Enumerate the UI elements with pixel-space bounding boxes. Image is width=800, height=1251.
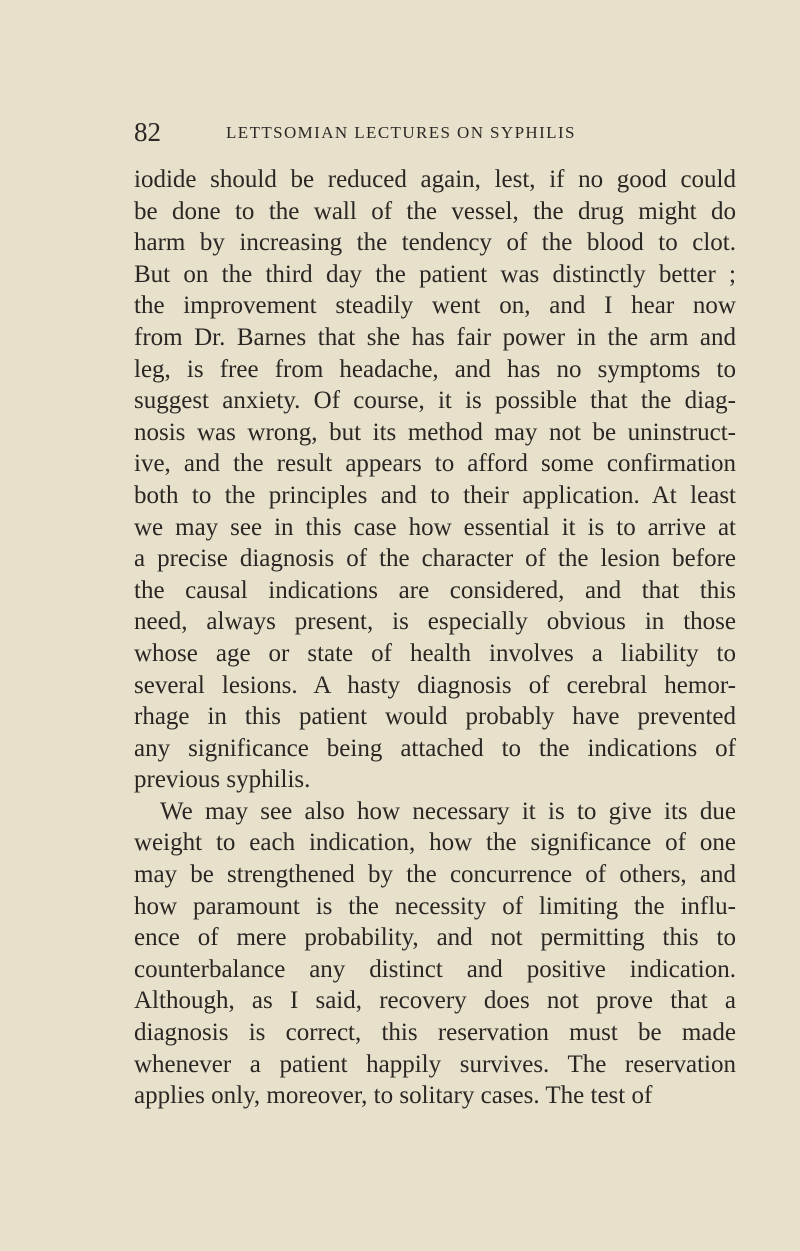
text-line: nosis was wrong, but its method may not be uninstruct- xyxy=(134,418,736,446)
text-line: how paramount is the necessity of limiting the influ- xyxy=(134,892,736,920)
page-number: 82 xyxy=(134,117,161,147)
text-line: from Dr. Barnes that she has fair power in the arm and xyxy=(134,323,736,351)
text-line: may be strengthened by the concurrence of others, and xyxy=(134,861,736,889)
text-line: be done to the wall of the vessel, the drug might do xyxy=(134,197,736,225)
text-line: ive, and the result appears to afford some confirmation xyxy=(134,450,736,478)
text-line: a precise diagnosis of the character of the lesion before xyxy=(134,545,736,573)
body-text xyxy=(134,164,736,1112)
text-line: rhage in this patient would probably have prevented xyxy=(134,703,736,731)
text-line: diagnosis is correct, this reservation must be made xyxy=(134,1019,736,1047)
text-line: need, always present, is especially obvious in those xyxy=(134,608,736,636)
text-line: harm by increasing the tendency of the blood to clot. xyxy=(134,229,736,257)
text-line: both to the principles and to their application. At least xyxy=(134,481,736,509)
text-line: But on the third day the patient was distinctly better ; xyxy=(134,260,736,288)
text-line: We may see also how necessary it is to give its due xyxy=(160,797,736,825)
text-line: the causal indications are considered, and that this xyxy=(134,576,736,604)
text-line: leg, is free from headache, and has no symptoms to xyxy=(134,355,736,383)
text-line: previous syphilis. xyxy=(134,766,311,794)
running-head xyxy=(134,118,734,148)
text-line: weight to each indication, how the significance of one xyxy=(134,829,736,857)
text-line: iodide should be reduced again, lest, if no good could xyxy=(134,166,736,193)
text-line: any significance being attached to the indications of xyxy=(134,734,736,762)
text-line: applies only, moreover, to solitary cases. The test of xyxy=(134,1082,653,1110)
text-line: suggest anxiety. Of course, it is possible that the diag- xyxy=(134,387,736,415)
text-line: we may see in this case how essential it is to arrive at xyxy=(134,513,736,541)
text-line: the improvement steadily went on, and I hear now xyxy=(134,292,736,320)
running-title: LETTSOMIAN LECTURES ON SYPHILIS xyxy=(226,123,576,142)
text-line: whenever a patient happily survives. The reservation xyxy=(134,1050,736,1078)
text-line: Although, as I said, recovery does not prove that a xyxy=(134,987,736,1015)
text-line: whose age or state of health involves a liability to xyxy=(134,639,736,667)
text-line: several lesions. A hasty diagnosis of cerebral hemor- xyxy=(134,671,736,699)
text-line: counterbalance any distinct and positive indication. xyxy=(134,955,736,983)
text-line: ence of mere probability, and not permitting this to xyxy=(134,924,736,952)
